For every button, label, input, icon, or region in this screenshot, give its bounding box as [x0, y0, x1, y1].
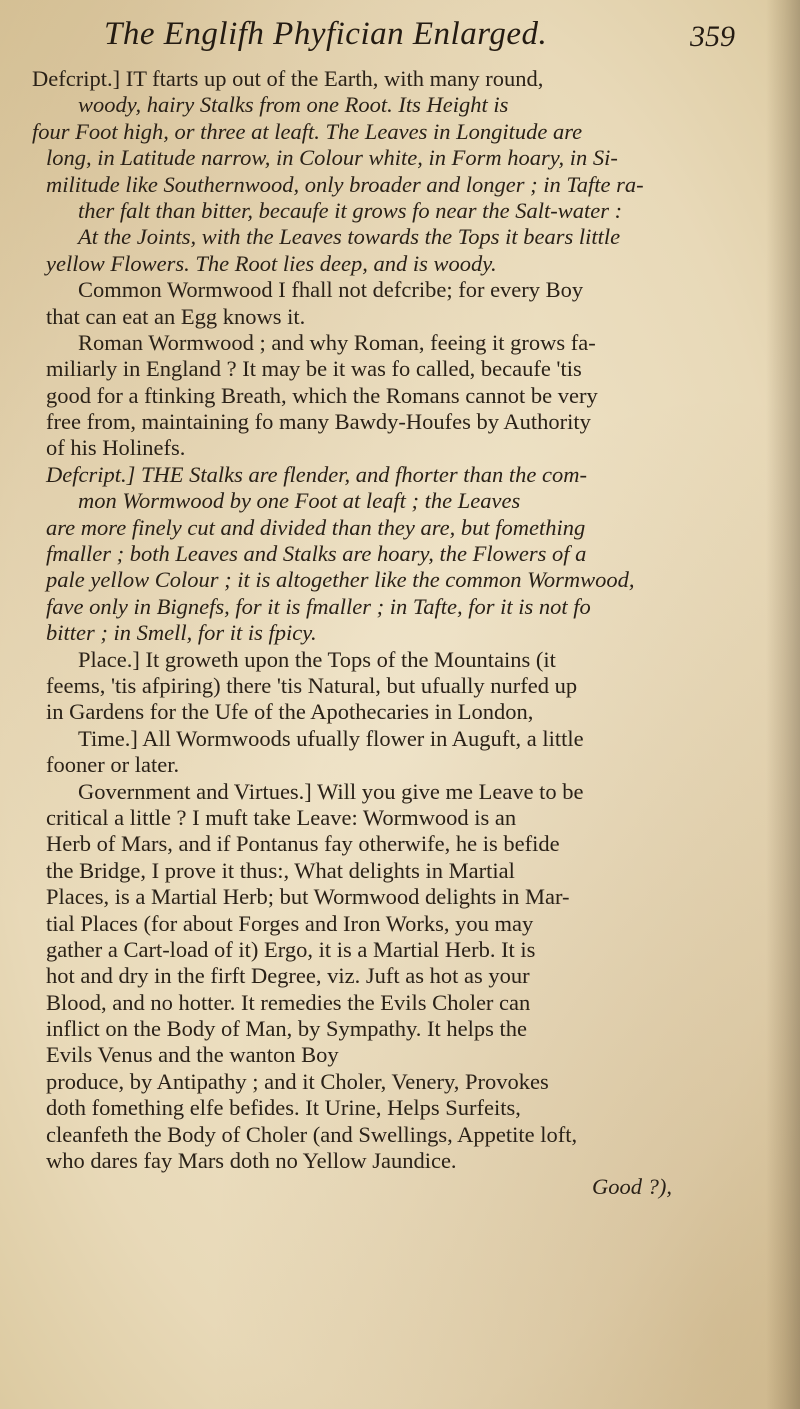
text-line: that can eat an Egg knows it.: [46, 303, 306, 329]
text-line: Time.] All Wormwoods ufually flower in Auguft, a little: [78, 725, 584, 751]
text-line: produce, by Antipathy ; and it Choler, Venery, Provokes: [46, 1068, 549, 1094]
text-line: who dares fay Mars doth no Yellow Jaundice.: [46, 1148, 457, 1174]
page-header: [0, 8, 800, 62]
text-line: Roman Wormwood ; and why Roman, feeing it grows fa-: [78, 329, 596, 355]
text-line: Government and Virtues.] Will you give me Leave to be: [78, 778, 584, 804]
text-line: fooner or later.: [46, 752, 180, 778]
text-line: Defcript.] THE Stalks are flender, and fhorter than the com-: [46, 461, 587, 487]
text-line: in Gardens for the Ufe of the Apothecaries in London,: [46, 699, 534, 725]
text-line: are more finely cut and divided than they are, but fomething: [46, 514, 586, 540]
text-line: bitter ; in Smell, for it is fpicy.: [46, 620, 317, 646]
text-line: free from, maintaining fo many Bawdy-Houfes by Authority: [46, 409, 591, 435]
text-line: long, in Latitude narrow, in Colour white, in Form hoary, in Si-: [46, 145, 618, 171]
text-line: the Bridge, I prove it thus:, What delights in Martial: [46, 857, 515, 883]
text-line: Place.] It groweth upon the Tops of the Mountains (it: [78, 646, 556, 672]
text-line: of his Holinefs.: [46, 435, 186, 461]
text-line: hot and dry in the firft Degree, viz. Juft as hot as your: [46, 963, 530, 989]
text-line: inflict on the Body of Man, by Sympathy. It helps the: [46, 1016, 527, 1042]
text-line: Common Wormwood I fhall not defcribe; for every Boy: [78, 277, 584, 303]
text-line: Blood, and no hotter. It remedies the Evils Choler can: [46, 989, 531, 1015]
text-line: good for a ftinking Breath, which the Romans cannot be very: [46, 382, 598, 408]
text-line: gather a Cart-load of it) Ergo, it is a Martial Herb. It is: [46, 936, 536, 962]
text-line: At the Joints, with the Leaves towards the Tops it bears little: [78, 224, 621, 250]
text-line: fave only in Bignefs, for it is fmaller ; in Tafte, for it is not fo: [46, 593, 591, 619]
text-line: Evils Venus and the wanton Boy: [46, 1042, 339, 1068]
text-line: Herb of Mars, and if Pontanus fay otherwife, he is befide: [46, 831, 560, 857]
text-line: tial Places (for about Forges and Iron Works, you may: [46, 910, 534, 936]
text-line: Places, is a Martial Herb; but Wormwood delights in Mar-: [46, 884, 570, 910]
text-line: critical a little ? I muft take Leave: Wormwood is an: [46, 804, 517, 830]
text-line: pale yellow Colour ; it is altogether like the common Wormwood,: [46, 567, 635, 593]
text-line: woody, hairy Stalks from one Root. Its Height is: [78, 92, 509, 118]
text-line: miliarly in England ? It may be it was fo called, becaufe 'tis: [46, 356, 582, 382]
page-number: 359: [690, 20, 735, 53]
text-line: four Foot high, or three at leaft. The Leaves in Longitude are: [32, 118, 583, 144]
text-line: Defcript.] IT ftarts up out of the Earth, with many round,: [32, 66, 544, 91]
running-title: The Englifh Phyfician Enlarged.: [104, 16, 548, 52]
page-gutter-shadow: [766, 0, 800, 1409]
text-line: ther falt than bitter, becaufe it grows fo near the Salt-water :: [78, 197, 623, 223]
text-line: militude like Southernwood, only broader and longer ; in Tafte ra-: [46, 171, 644, 197]
text-line: yellow Flowers. The Root lies deep, and is woody.: [46, 250, 497, 276]
text-line: feems, 'tis afpiring) there 'tis Natural, but ufually nurfed up: [46, 672, 578, 698]
text-line: mon Wormwood by one Foot at leaft ; the Leaves: [78, 488, 521, 514]
text-line: cleanfeth the Body of Choler (and Swellings, Appetite loft,: [46, 1121, 578, 1147]
text-line: Good ?),: [592, 1174, 672, 1200]
text-line: fmaller ; both Leaves and Stalks are hoary, the Flowers of a: [46, 541, 587, 567]
text-line: doth fomething elfe befides. It Urine, Helps Surfeits,: [46, 1095, 521, 1121]
body-text: [32, 66, 770, 1201]
